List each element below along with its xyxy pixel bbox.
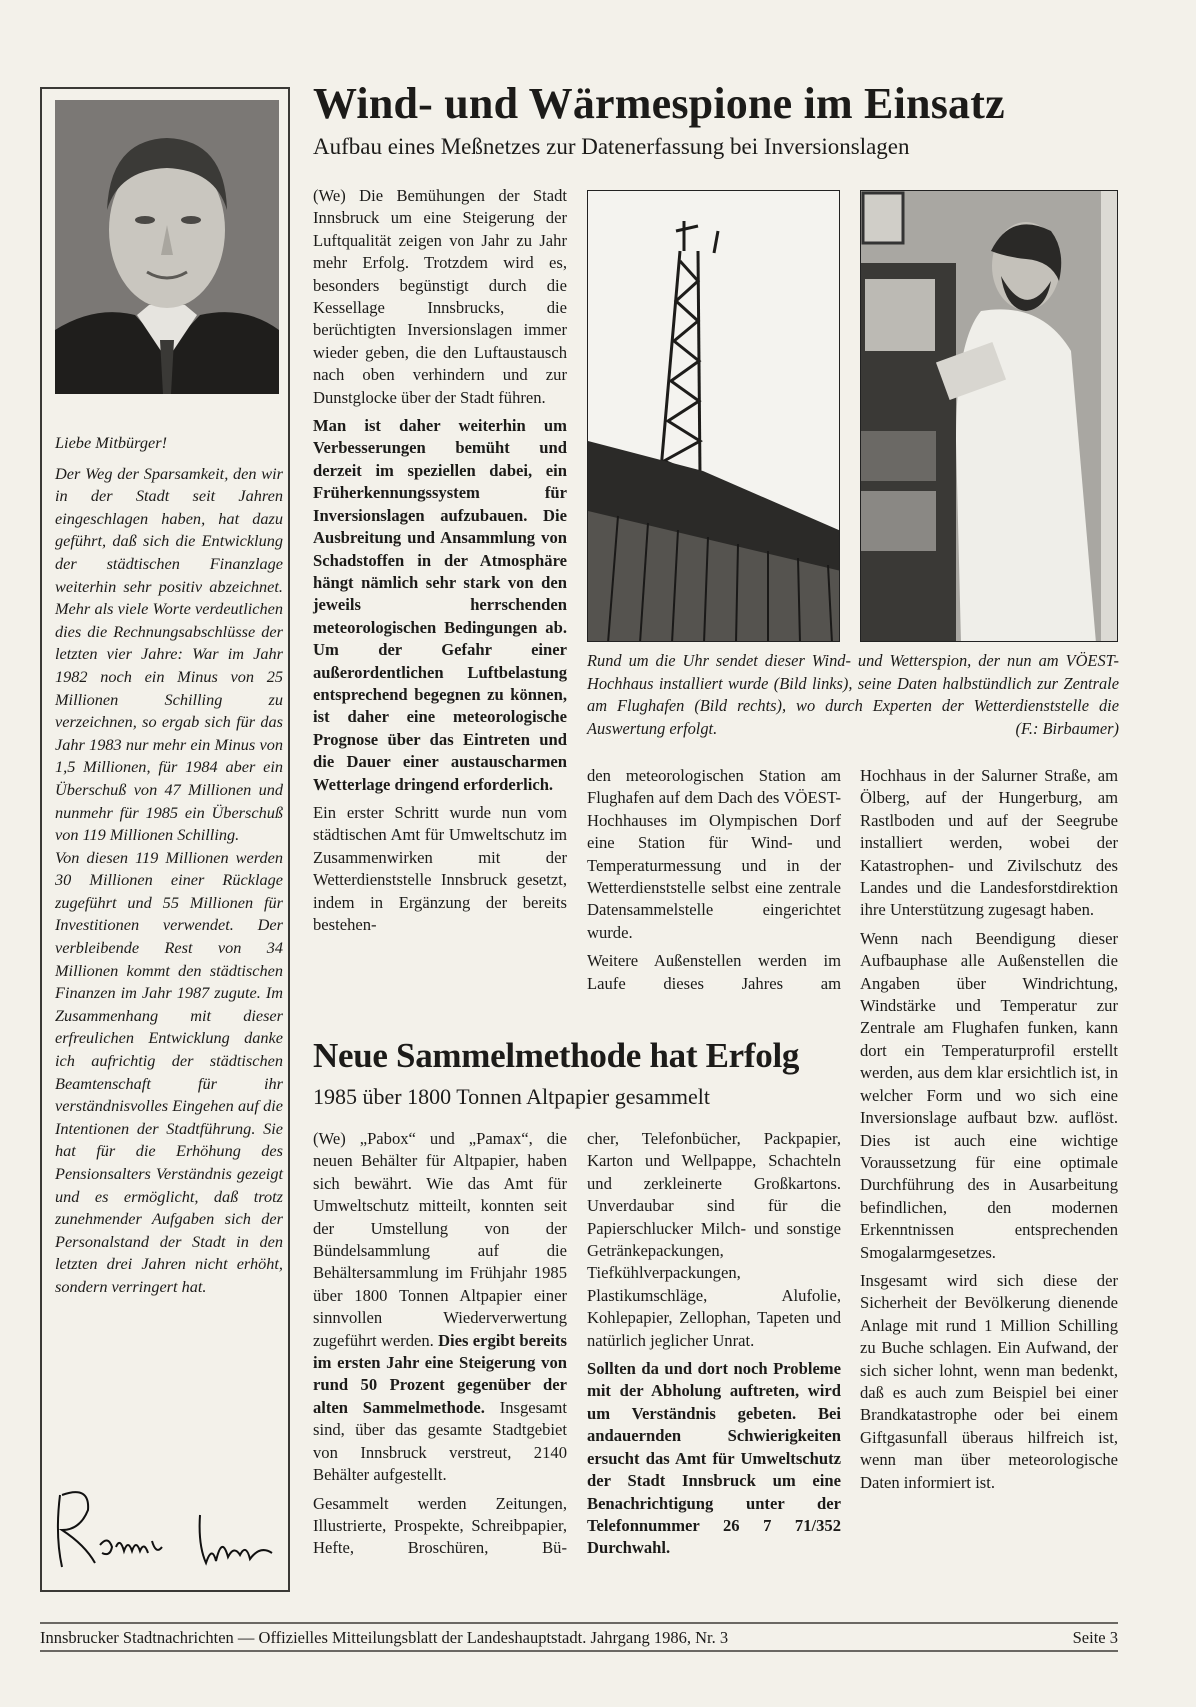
mayor-portrait-photo: [55, 100, 279, 394]
article2-column-1: [313, 1128, 567, 1566]
page-footer: [40, 1628, 1118, 1648]
body-paragraph: den meteorologischen Station am Flughafen auf dem Dach des VÖEST-Hochhauses im Olympischen Dorf eine Station für Wind- und Temperaturmessung und in der Wetterdienststelle selbst eine zentrale Datensammelstelle eingerichtet wurde.: [587, 766, 841, 942]
mayor-letter-text: [55, 432, 283, 1299]
letter-paragraph: Der Weg der Sparsamkeit, den wir in der Stadt seit Jahren eingeschlagen haben, hat dazu geführt, daß sich die Entwicklung der städtischen Finanzlage weiterhin sehr positiv abzeichnet. Mehr als viele Worte verdeutlichen dies die Rechnungsabschlüsse der letzten vier Jahre: War im Jahr 1982 noch ein Minus von 25 Millionen Schilling zu verzeichnen, so ergab sich für das Jahr 1983 nur mehr ein Minus von 1,5 Millionen, für 1984 aber ein Überschuß von 47 Millionen und nunmehr für 1985 ein Überschuß von 119 Millionen Schilling.: [55, 463, 283, 845]
weather-expert-photo: [860, 190, 1118, 642]
body-paragraph-bold: Sollten da und dort noch Probleme mit der Abholung auftreten, wird um Verständnis gebeten. Bei andauernden Schwierigkeiten ersucht das Amt für Umweltschutz der Stadt Innsbruck um eine Benachrichtigung unter der Telefonnummer 26 7 71/352 Durchwahl.: [587, 1359, 841, 1558]
article1-column-1: [313, 185, 567, 942]
body-paragraph: Wenn nach Beendigung dieser Aufbauphase alle Außenstellen die Angaben über Windrichtung, Windstärke und Temperatur zur Zentrale am Flughafen funken, kann dort ein Temperaturprofil erstellt werden, aus dem klar ersichtlich ist, in welcher Form und wo sich eine Inversionslage aufbaut bzw. auflöst. Dies ist auch eine wichtige Voraussetzung für eine optimale Durchführung des in Ausarbeitung befindlichen, den modernen Erkenntnissen entsprechenden Smogalarmgesetzes.: [860, 928, 1118, 1262]
letter-greeting: Liebe Mitbürger!: [55, 433, 167, 452]
article-headline: Wind- und Wärmespione im Einsatz: [313, 79, 1005, 128]
mayor-signature: [50, 1475, 280, 1575]
body-paragraph: (We) „Pabox“ und „Pamax“, die neuen Behälter für Altpapier, haben sich bewährt. Wie das Amt für Umweltschutz mitteilt, konnten seit der Umstellung von der Bündelsammlung auf die Behältersammlung im Frühjahr 1985 über 1800 Tonnen Altpapier einer sinnvollen Wiederverwertung zugeführt werden. Dies ergibt bereits im ersten Jahr eine Steigerung von rund 50 Prozent gegenüber der alten Sammelmethode. Insgesamt sind, über das gesamte Stadtgebiet von Innsbruck verstreut, 2140 Behälter aufgestellt.: [313, 1129, 567, 1485]
caption-text: Rund um die Uhr sendet dieser Wind- und Wetterspion, der nun am VÖEST-Hochhaus installiert wurde (Bild links), seine Daten halbstündlich zur Zentrale am Flughafen (Bild rechts), wo durch Experten der Wetterdienststelle die Auswertung erfolgt.: [587, 651, 1119, 738]
article2-column-2: [587, 1128, 841, 1566]
body-paragraph: Hochhaus in der Salurner Straße, am Ölberg, auf der Hungerburg, am Rastlboden und auf der Seegrube installiert werden, wobei der Katastrophen- und Zivilschutz des Landes und die Landesforstdirektion ihre Unterstützung zugesagt haben.: [860, 766, 1118, 920]
photo-credit: (F.: Birbaumer): [1015, 718, 1119, 738]
page-number: Seite 3: [1072, 1628, 1118, 1647]
footer-rule-top: [40, 1622, 1118, 1624]
footer-rule-bottom: [40, 1650, 1118, 1652]
letter-paragraph: Von diesen 119 Millionen werden 30 Millionen einer Rücklage zugeführt und 55 Millionen für Investitionen verwendet. Der verbleibende Rest von 34 Millionen kommt den städtischen Finanzen im Jahr 1987 zugute. Im Zusammenhang mit dieser erfreulichen Entwicklung danke ich aufrichtig der städtischen Beamtenschaft für ihr verständnisvolles Eingehen auf die Intentionen der Stadtführung. Sie hat für die Erhöhung des Pensionsalters Verständnis gezeigt und es ermöglicht, daß trotz zunehmender Aufgaben sich der Personalstand der Stadt in den letzten drei Jahren nicht erhöht, sondern verringert hat.: [55, 847, 283, 1296]
body-paragraph: cher, Telefonbücher, Packpapier, Karton und Wellpappe, Schachteln und zerkleinerte Großkartons. Unverdaubar sind für die Papierschlucker Milch- und sonstige Getränkepackungen, Tiefkühlverpackungen, Plastikumschläge, Alufolie, Kohlepapier, Zellophan, Tapeten und natürlich jeglicher Unrat.: [587, 1129, 841, 1350]
body-paragraph-bold: Man ist daher weiterhin um Verbesserungen bemüht und derzeit im speziellen dabei, ein Früherkennungssystem für Inversionslagen aufzubauen. Die Ausbreitung und Ansammlung von Schadstoffen in der Atmosphäre hängt nämlich sehr stark von den jeweils herrschenden meteorologischen Bedingungen ab. Um der Gefahr einer außerordentlichen Luftbelastung entsprechend begegnen zu können, ist daher eine meteorologische Prognose über das Eintreten und die Dauer einer austauscharmen Wetterlage dringend erforderlich.: [313, 416, 567, 794]
article-subheadline: Aufbau eines Meßnetzes zur Datenerfassung bei Inversionslagen: [313, 134, 910, 159]
article1-column-2: [587, 765, 841, 1001]
publication-info: Innsbrucker Stadtnachrichten — Offizielles Mitteilungsblatt der Landeshauptstadt. Jahrgang 1986, Nr. 3: [40, 1628, 729, 1647]
weather-mast-photo: [587, 190, 840, 642]
body-paragraph: (We) Die Bemühungen der Stadt Innsbruck um eine Steigerung der Luftqualität zeigen von Jahr zu Jahr mehr Erfolg. Trotzdem wird es, besonders begünstigt durch die Kessellage Innsbrucks, die berüchtigten Inversionslagen immer wieder geben, die den Luftaustausch nach oben verhindern und zur Dunstglocke über der Stadt führen.: [313, 186, 567, 407]
article2-subheadline: 1985 über 1800 Tonnen Altpapier gesammelt: [313, 1084, 711, 1109]
photo-caption: [587, 650, 1119, 740]
body-paragraph: Weitere Außenstellen werden im Laufe dieses Jahres am: [587, 951, 841, 993]
article1-column-3: [860, 765, 1118, 1500]
body-paragraph: Insgesamt wird sich diese der Sicherheit der Bevölkerung dienende Anlage mit rund 1 Million Schilling zu Buche schlagen. Ein Aufwand, der sich sicher lohnt, wenn man bedenkt, daß es auch zum Beispiel bei einer Brandkatastrophe oder bei einem Giftgasunfall überaus hilfreich ist, wenn man über meteorologische Daten informiert ist.: [860, 1270, 1118, 1492]
article2-headline: Neue Sammelmethode hat Erfolg: [313, 1036, 800, 1075]
body-paragraph: Gesammelt werden Zeitungen, Illustrierte, Prospekte, Schreibpapier, Hefte, Broschüren, Bü-: [313, 1493, 567, 1558]
body-paragraph: Ein erster Schritt wurde nun vom städtischen Amt für Umweltschutz im Zusammenwirken mit der Wetterdienststelle Innsbruck gesetzt, indem in Ergänzung der bereits bestehen-: [313, 802, 567, 934]
